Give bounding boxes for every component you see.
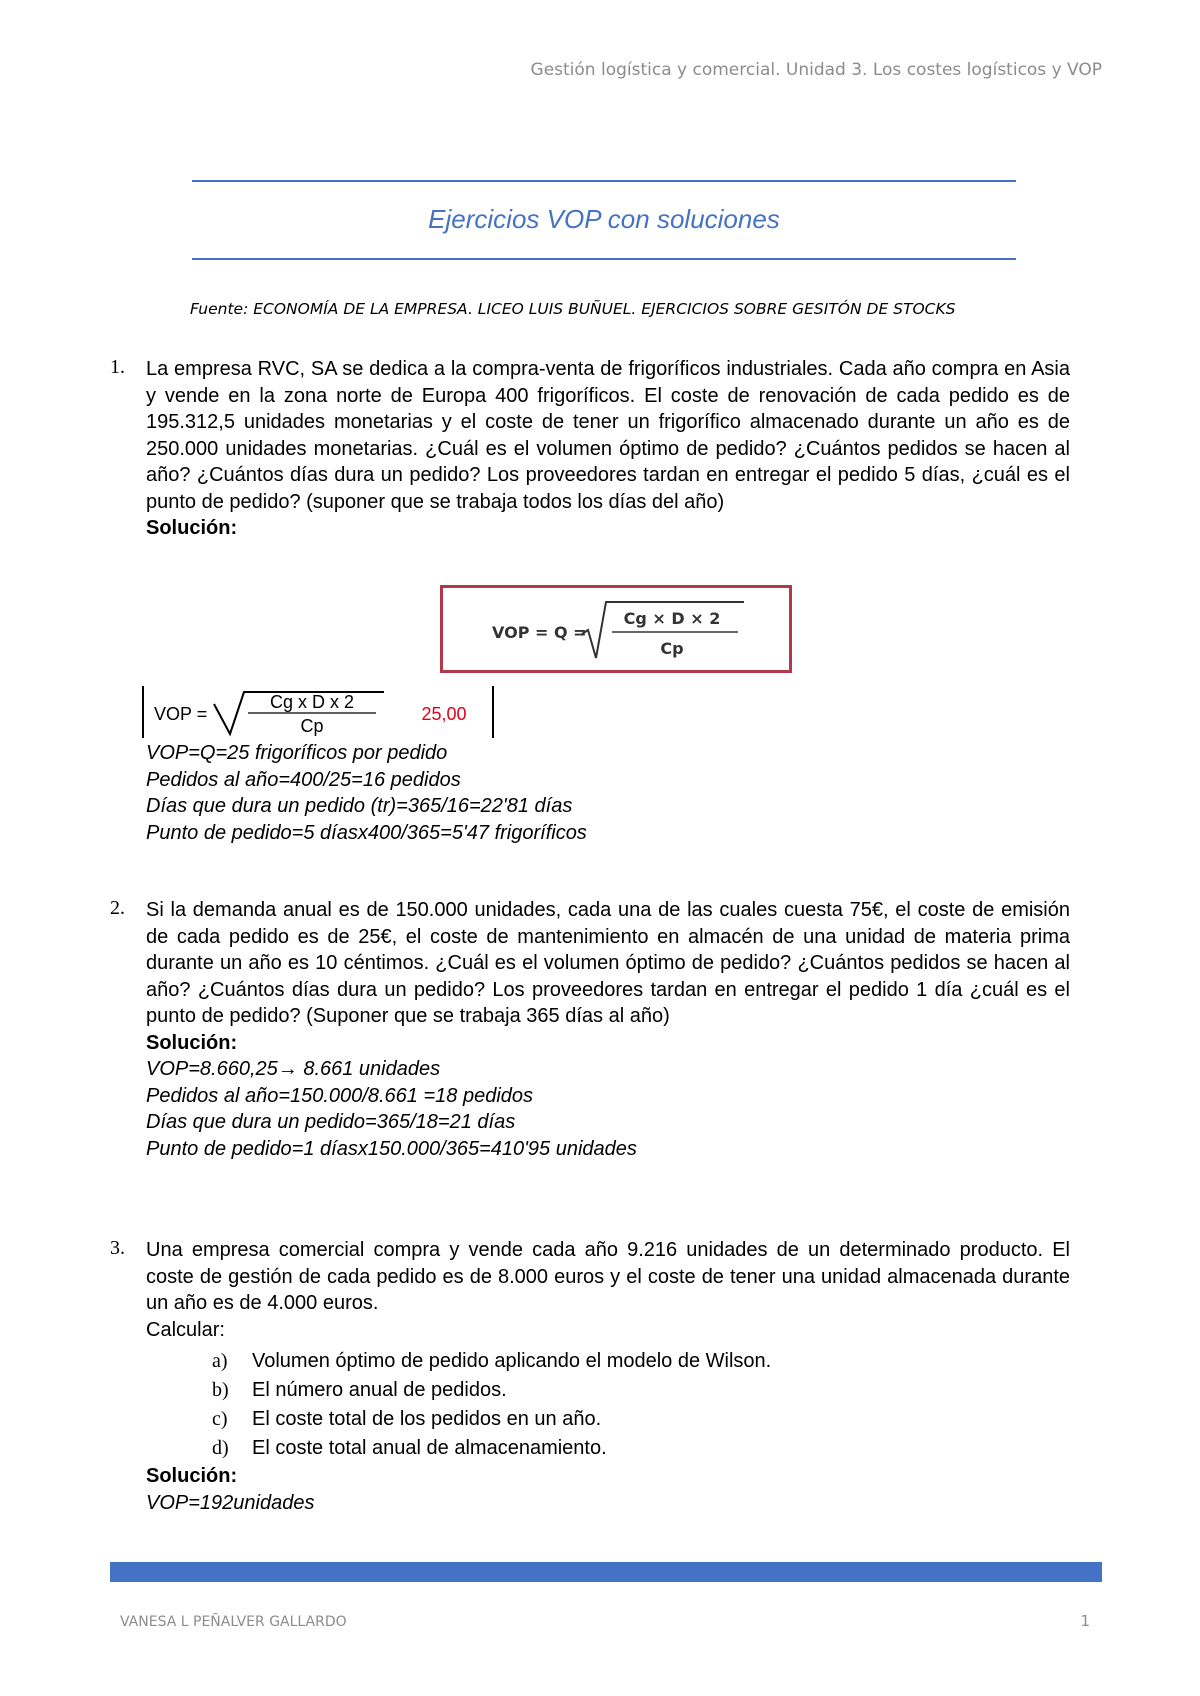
solution-line: Pedidos al año=400/25=16 pedidos [146, 768, 461, 791]
list-marker: d) [212, 1437, 229, 1459]
task-list [146, 1347, 1070, 1463]
list-marker: b) [212, 1379, 229, 1401]
exercise-statement: Si la demanda anual es de 150.000 unidades, cada una de las cuales cuesta 75€, el coste de emisión de cada pedido es de 25€, el coste de mantenimiento en almacén de una unidad de materia prima durante un año es 10 céntimos. ¿Cuál es el volumen óptimo de pedido? ¿Cuántos pedidos se hacen al año? ¿Cuántos días dura un pedido? Los proveedores tardan en entregar el pedido 1 día ¿cuál es el punto de pedido? (Suponer que se trabaja 365 días al año) [146, 899, 1070, 1027]
exercise-statement: Una empresa comercial compra y vende cada año 9.216 unidades de un determinado producto. El coste de gestión de cada pedido es de 8.000 euros y el coste de tener una unidad almacenada durante un año es de 4.000 euros. [146, 1239, 1070, 1314]
solution-label: Solución: [146, 1465, 238, 1487]
exercise-3 [110, 1237, 1070, 1516]
list-item-text: El coste total anual de almacenamiento. [252, 1437, 607, 1459]
solution-line: VOP=192unidades [146, 1491, 315, 1514]
list-marker: c) [212, 1408, 228, 1430]
list-marker: a) [212, 1350, 228, 1372]
excel-numerator: Cg x D x 2 [269, 692, 355, 712]
formula-lhs: VOP = Q = [492, 623, 587, 642]
excel-result: 25,00 [421, 704, 467, 724]
solution-label: Solución: [146, 1031, 238, 1054]
exercise-number: 1. [110, 356, 125, 378]
exercise-number: 3. [110, 1237, 125, 1259]
formula-denominator: Cp [660, 639, 684, 658]
vop-formula-box [440, 585, 792, 673]
calc-label: Calcular: [146, 1318, 225, 1341]
excel-formula [144, 686, 488, 738]
list-item-text: El coste total de los pedidos en un año. [252, 1408, 602, 1430]
list-item [146, 1405, 1070, 1434]
vop-formula [486, 594, 746, 664]
solution-line: Días que dura un pedido=365/18=21 días [146, 1111, 516, 1133]
solution-line: VOP=Q=25 frigoríficos por pedido [146, 742, 448, 764]
solution-line: Pedidos al año=150.000/8.661 =18 pedidos [146, 1084, 534, 1107]
exercise-1-solution [110, 740, 1070, 846]
excel-label: VOP = [154, 704, 208, 724]
exercise-1 [110, 356, 1070, 542]
page-title: Ejercicios VOP con soluciones [428, 204, 780, 234]
page-number: 1 [1080, 1612, 1090, 1630]
solution-label: Solución: [146, 517, 238, 539]
exercise-statement: La empresa RVC, SA se dedica a la compra-venta de frigoríficos industriales. Cada año compra en Asia y vende en la zona norte de Europa 400 frigoríficos. El coste de renovación de cada pedido es de 195.312,5 unidades monetarias y el coste de tener un frigorífico almacenado durante un año es de 250.000 unidades monetarias. ¿Cuál es el volumen óptimo de pedido? ¿Cuántos pedidos se hacen al año? ¿Cuántos días dura un pedido? Los proveedores tardan en entregar el pedido 5 días, ¿cuál es el punto de pedido? (suponer que se trabaja todos los días del año) [146, 358, 1070, 513]
list-item [146, 1347, 1070, 1376]
list-item [146, 1434, 1070, 1463]
list-item-text: El número anual de pedidos. [252, 1379, 507, 1401]
list-item-text: Volumen óptimo de pedido aplicando el modelo de Wilson. [252, 1350, 772, 1372]
footer-bar [110, 1562, 1102, 1582]
excel-formula-row [142, 686, 494, 738]
list-item [146, 1376, 1070, 1405]
footer-author: VANESA L PEÑALVER GALLARDO [120, 1614, 347, 1630]
excel-denominator: Cp [300, 716, 324, 736]
solution-line: Días que dura un pedido (tr)=365/16=22'81 días [146, 795, 573, 817]
title-rule-bottom [192, 258, 1016, 260]
solution-line: VOP=8.660,25→ 8.661 unidades [146, 1058, 441, 1080]
title-rule-top [192, 180, 1016, 182]
solution-line: Punto de pedido=1 díasx150.000/365=410'95 unidades [146, 1137, 637, 1160]
source-note: Fuente: ECONOMÍA DE LA EMPRESA. LICEO LUIS BUÑUEL. EJERCICIOS SOBRE GESITÓN DE STOCKS [190, 300, 956, 318]
solution-line: Punto de pedido=5 díasx400/365=5'47 frigoríficos [146, 821, 587, 844]
exercise-number: 2. [110, 897, 125, 919]
exercise-2 [110, 897, 1070, 1162]
running-header: Gestión logística y comercial. Unidad 3. Los costes logísticos y VOP [530, 60, 1102, 80]
formula-numerator: Cg × D × 2 [623, 609, 721, 628]
